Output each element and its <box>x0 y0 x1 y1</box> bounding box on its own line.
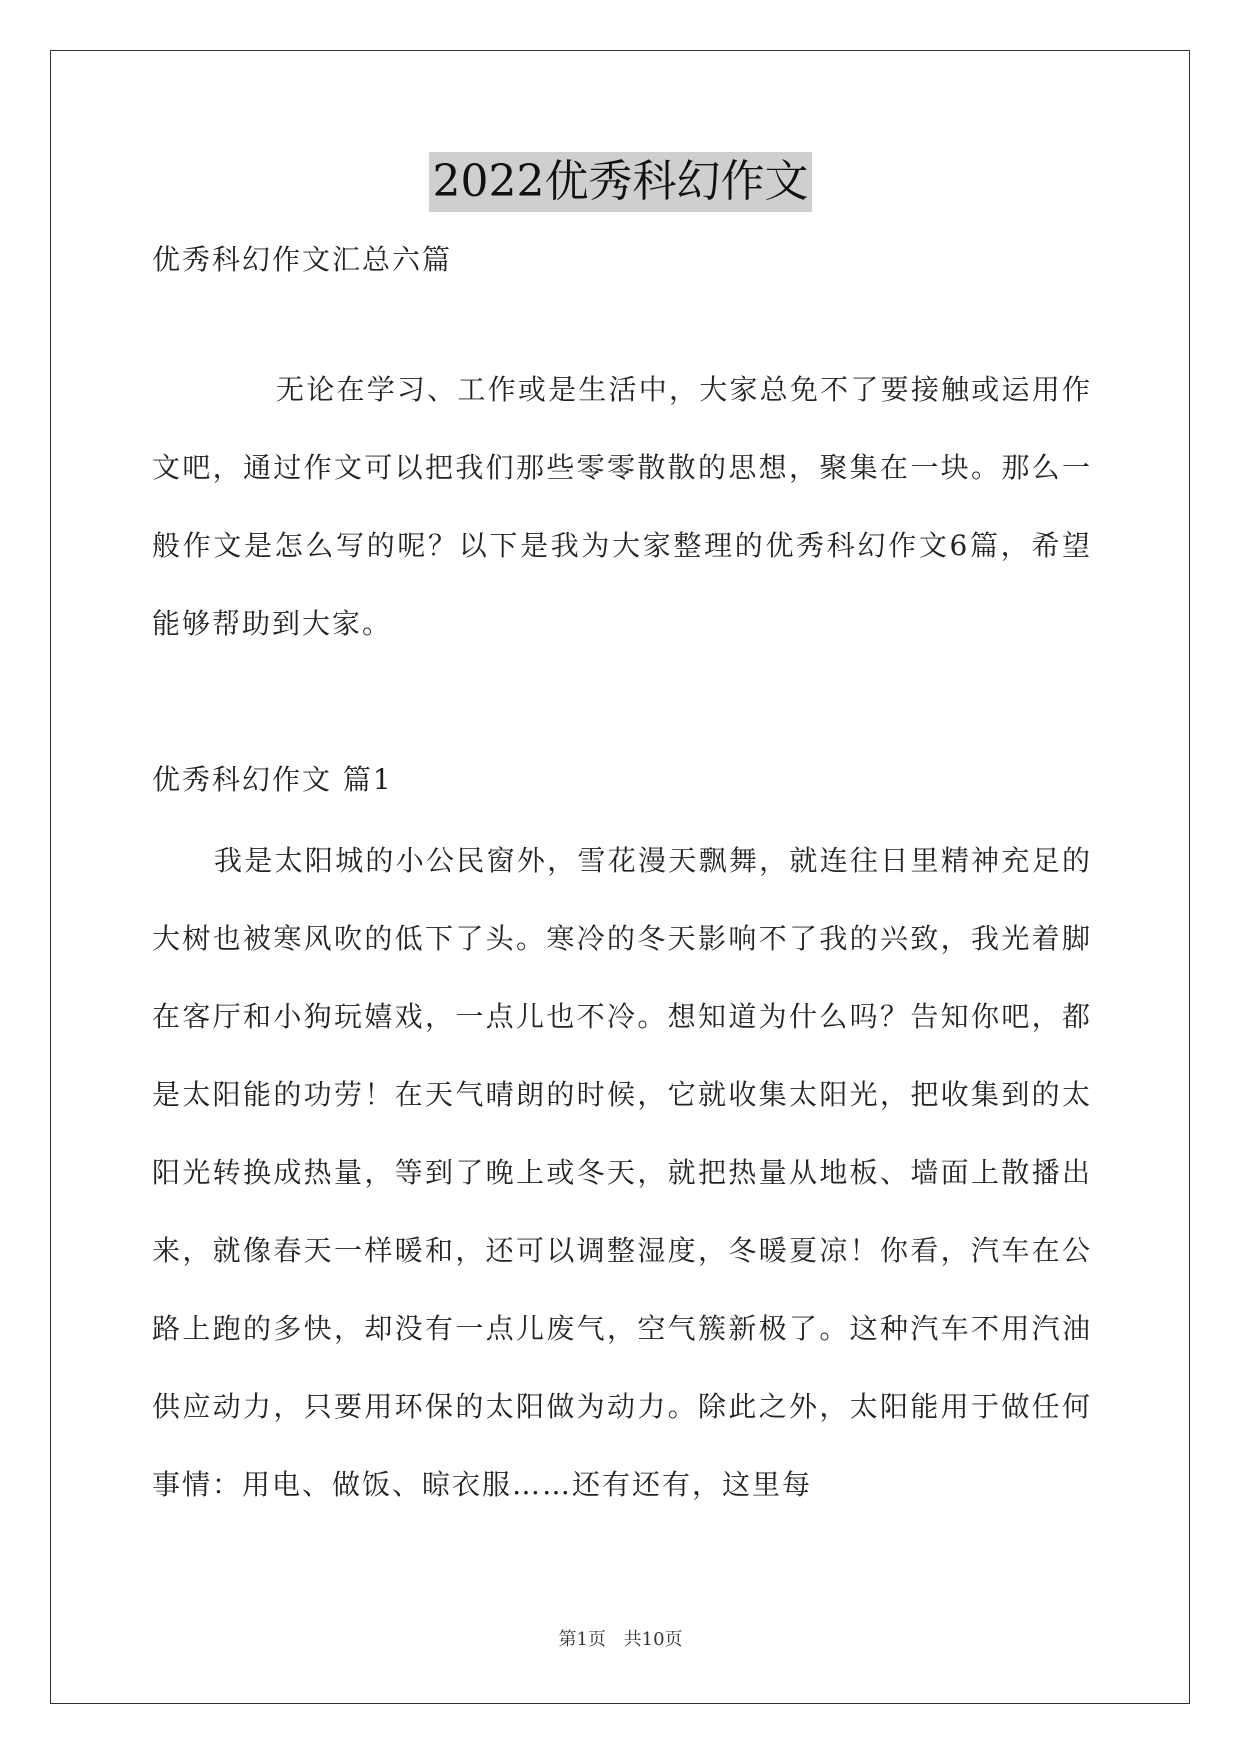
section-heading: 优秀科幻作文 篇1 <box>152 763 393 796</box>
intro-paragraph: 无论在学习、工作或是生活中，大家总免不了要接触或运用作文吧，通过作文可以把我们那些零零散散的思想，聚集在一块。那么一般作文是怎么写的呢？以下是我为大家整理的优秀科幻作文6篇，希望能够帮助到大家。 <box>152 373 1092 640</box>
page-total: 共10页 <box>623 1629 683 1650</box>
document-title: 2022优秀科幻作文 <box>429 152 813 212</box>
document-subtitle: 优秀科幻作文汇总六篇 <box>152 243 453 276</box>
title-container <box>0 152 1241 212</box>
page-number: 第1页 <box>558 1629 606 1650</box>
section-paragraph: 我是太阳城的小公民窗外，雪花漫天飘舞，就连往日里精神充足的大树也被寒风吹的低下了头。寒冷的冬天影响不了我的兴致，我光着脚在客厅和小狗玩嬉戏，一点儿也不冷。想知道为什么吗？告知你吧，都是太阳能的功劳！在天气晴朗的时候，它就收集太阳光，把收集到的太阳光转换成热量，等到了晚上或冬天，就把热量从地板、墙面上散播出来，就像春天一样暖和，还可以调整湿度，冬暖夏凉！你看，汽车在公路上跑的多快，却没有一点儿废气，空气簇新极了。这种汽车不用汽油供应动力，只要用环保的太阳做为动力。除此之外，太阳能用于做任何事情：用电、做饭、晾衣服……还有还有，这里每 <box>152 844 1092 1501</box>
page-footer <box>0 1628 1241 1652</box>
